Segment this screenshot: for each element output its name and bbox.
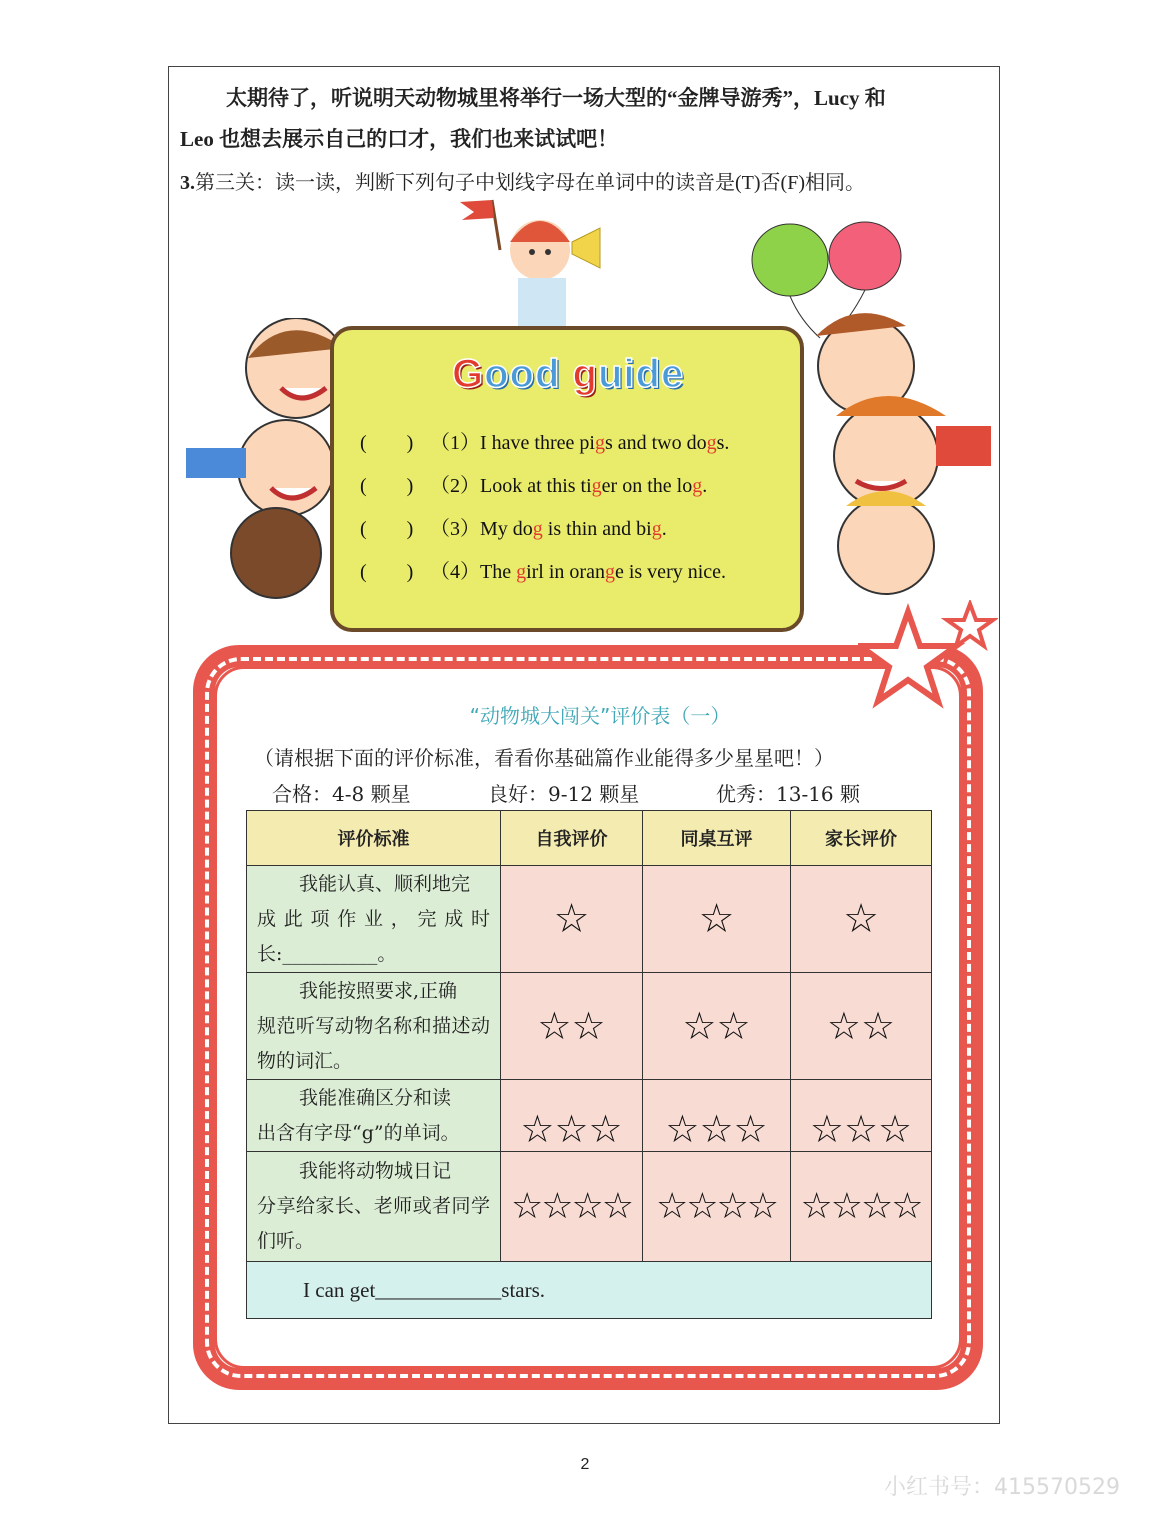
answer-blank[interactable]: ( )	[360, 475, 414, 497]
text-part: The	[480, 561, 517, 583]
star-rating-peer[interactable]: ☆	[643, 866, 791, 973]
criterion-text-b: 成此项作业，完成时长:__________。	[257, 907, 490, 965]
criterion-cell	[247, 1080, 501, 1152]
star-rating-peer[interactable]: ☆☆	[643, 973, 791, 1080]
criterion-cell	[247, 973, 501, 1080]
page-number: 2	[580, 1456, 590, 1473]
star-total-line[interactable]: I can get____________stars.	[247, 1262, 932, 1319]
task-text: 第三关：读一读，判断下列句子中划线字母在单词中的读音是(T)否(F)相同。	[195, 172, 865, 194]
header-parent: 家长评价	[791, 811, 932, 866]
text-part: is thin and bi	[542, 518, 652, 540]
title-part-uide: uide	[597, 352, 685, 396]
star-rating-self[interactable]: ☆☆☆	[501, 1080, 643, 1152]
highlight-letter: g	[651, 518, 662, 540]
criterion-text-a: 我能按照要求,正确	[299, 979, 458, 1002]
rating-levels	[272, 778, 860, 807]
header-self: 自我评价	[501, 811, 643, 866]
question-number: （2）	[430, 475, 480, 497]
children-left-illustration	[176, 318, 356, 608]
criterion-text-b: 分享给家长、老师或者同学们听。	[257, 1195, 490, 1252]
question-number: （3）	[430, 518, 480, 540]
highlight-letter: g	[594, 432, 605, 454]
evaluation-title: “动物城大闯关”评价表（一）	[469, 704, 731, 728]
highlight-letter: g	[516, 561, 527, 583]
text-part: er on the lo	[601, 475, 693, 497]
star-rating-parent[interactable]: ☆☆☆	[791, 1080, 932, 1152]
answer-blank[interactable]: ( )	[360, 561, 414, 583]
title-letter-g: G	[452, 352, 485, 396]
text-part: .	[661, 518, 667, 540]
text-part: I have three pi	[480, 432, 595, 454]
criterion-cell	[247, 866, 501, 973]
star-rating-parent[interactable]: ☆☆	[791, 973, 932, 1080]
table-row	[247, 973, 932, 1080]
title-part-ood: ood	[484, 352, 573, 396]
header-peer: 同桌互评	[643, 811, 791, 866]
highlight-letter: g	[532, 518, 543, 540]
criterion-text-b: 规范听写动物名称和描述动物的词汇。	[257, 1014, 490, 1072]
criterion-text-b: 出含有字母“g”的单词。	[257, 1121, 460, 1144]
highlight-letter: g	[604, 561, 615, 583]
children-right-illustration	[796, 296, 1006, 596]
star-rating-parent[interactable]: ☆☆☆☆	[791, 1152, 932, 1262]
star-rating-parent[interactable]: ☆	[791, 866, 932, 973]
text-part: s and two do	[604, 432, 707, 454]
star-rating-self[interactable]: ☆	[501, 866, 643, 973]
board-title	[452, 352, 684, 397]
table-row	[247, 1080, 932, 1152]
star-rating-peer[interactable]: ☆☆☆☆	[643, 1152, 791, 1262]
intro-paragraph	[180, 78, 990, 160]
task-number: 3.	[180, 172, 195, 194]
star-rating-peer[interactable]: ☆☆☆	[643, 1080, 791, 1152]
table-row	[247, 1152, 932, 1262]
question-item	[360, 428, 810, 471]
text-part: e is very nice.	[614, 561, 727, 583]
header-criteria: 评价标准	[247, 811, 501, 866]
question-list	[360, 428, 810, 600]
table-footer-row	[247, 1262, 932, 1319]
guide-girl-illustration	[440, 190, 620, 330]
highlight-letter: g	[692, 475, 703, 497]
star-rating-self[interactable]: ☆☆	[501, 973, 643, 1080]
answer-blank[interactable]: ( )	[360, 432, 414, 454]
text-part: .	[702, 475, 708, 497]
text-part: s.	[716, 432, 730, 454]
answer-blank[interactable]: ( )	[360, 518, 414, 540]
criterion-text-a: 我能将动物城日记	[299, 1160, 452, 1182]
table-header-row	[247, 811, 932, 866]
evaluation-note: （请根据下面的评价标准，看看你基础篇作业能得多少星星吧！）	[254, 746, 834, 770]
level-good: 良好：9-12 颗星	[488, 782, 640, 806]
question-item	[360, 557, 810, 600]
evaluation-table	[246, 810, 932, 1319]
question-number: （4）	[430, 561, 480, 583]
criterion-text-a: 我能准确区分和读	[299, 1086, 452, 1109]
intro-line-1: 太期待了，听说明天动物城里将举行一场大型的“金牌导游秀”，Lucy 和	[226, 86, 886, 110]
star-rating-self[interactable]: ☆☆☆☆	[501, 1152, 643, 1262]
level-excellent: 优秀：13-16 颗	[716, 782, 861, 806]
question-item	[360, 471, 810, 514]
highlight-letter: g	[706, 432, 717, 454]
criterion-text-a: 我能认真、顺利地完	[299, 872, 471, 895]
question-item	[360, 514, 810, 557]
intro-line-2: Leo 也想去展示自己的口才，我们也来试试吧！	[180, 127, 619, 151]
table-row	[247, 866, 932, 973]
text-part: Look at this ti	[480, 475, 592, 497]
criterion-cell	[247, 1152, 501, 1262]
highlight-letter: g	[591, 475, 602, 497]
question-number: （1）	[430, 432, 480, 454]
level-pass: 合格：4-8 颗星	[272, 782, 411, 806]
text-part: irl in oran	[526, 561, 605, 583]
star-decoration-icon	[858, 600, 998, 720]
watermark-text: 小红书号：415570529	[884, 1475, 1120, 1500]
text-part: My do	[480, 518, 533, 540]
title-letter-g2: g	[572, 352, 598, 396]
